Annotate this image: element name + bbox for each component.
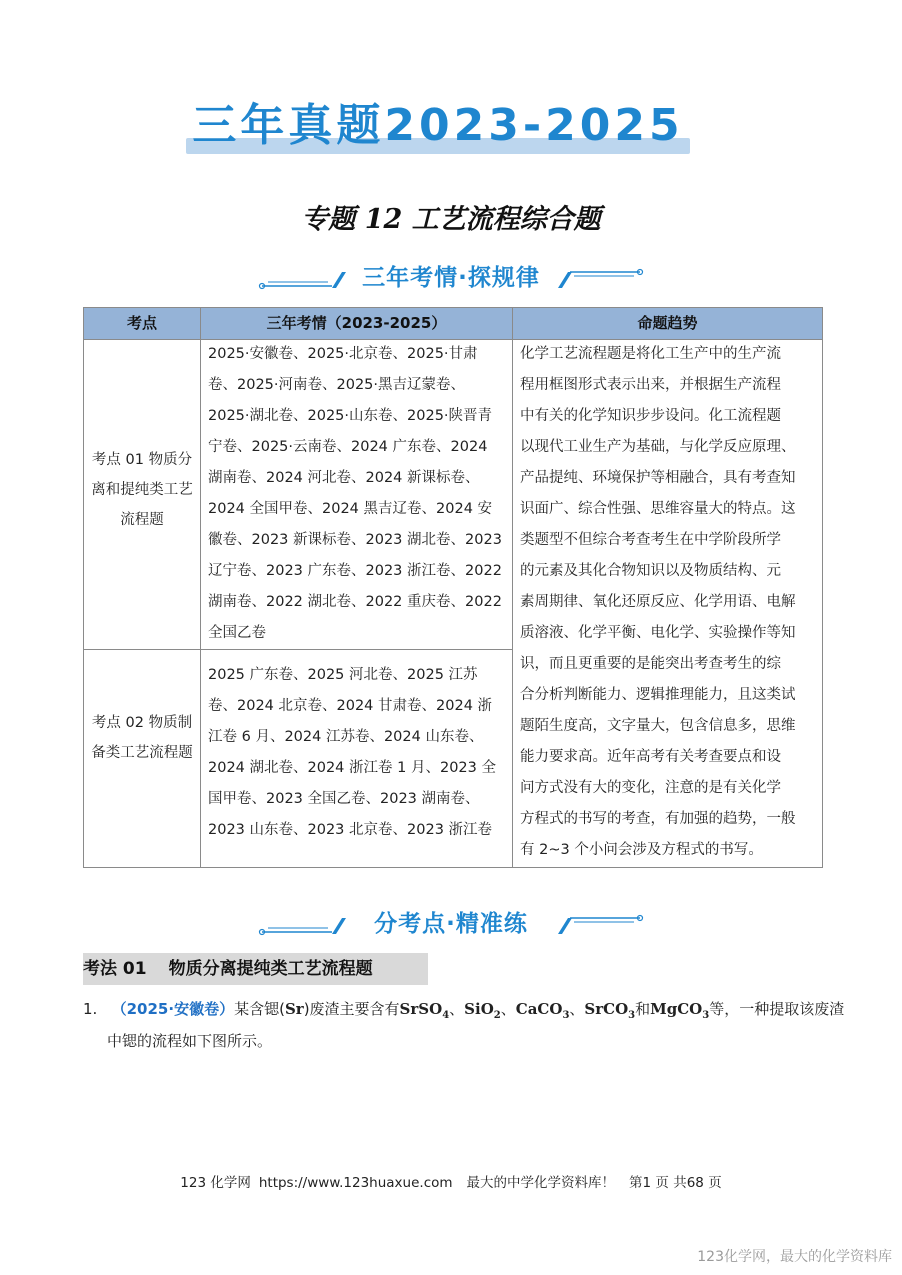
topic-title: 专题 12 工艺流程综合题 xyxy=(301,204,601,235)
exams-line: 湖南卷、2024 河北卷、2024 新课标卷、 xyxy=(208,470,480,486)
footer-url[interactable]: https://www.123huaxue.com xyxy=(258,1175,453,1191)
section-title-trends: 三年考情·探规律 xyxy=(362,265,540,291)
trend-line: 问方式没有大的变化，注意的是有关化学 xyxy=(520,780,781,796)
trend-line: 中有关的化学知识步步设问。化工流程题 xyxy=(520,408,781,424)
header-point: 考点 xyxy=(84,308,200,339)
right-ornament-icon xyxy=(556,904,644,944)
trend-cell xyxy=(520,339,818,866)
conjunction: 和 xyxy=(635,1000,651,1018)
header-trend: 命题趋势 xyxy=(513,308,822,339)
chem-formula: SrCO$_3$ xyxy=(584,1000,636,1021)
chem-formula: CaCO$_3$ xyxy=(515,1000,570,1021)
exams-line: 卷、2025·河南卷、2025·黑吉辽蒙卷、 xyxy=(208,377,466,393)
exams-cell-2 xyxy=(208,660,508,846)
exams-line: 宁卷、2025·云南卷、2024 广东卷、2024 xyxy=(208,439,488,455)
exams-line: 全国乙卷 xyxy=(208,625,266,641)
point-cell-2: 考点 02 物质制备类工艺流程题 xyxy=(91,715,193,761)
watermark: 123化学网，最大的化学资料库 xyxy=(697,1249,892,1265)
trend-line: 素周期律、氧化还原反应、化学用语、电解 xyxy=(520,594,796,610)
exams-line: 徽卷、2023 新课标卷、2023 湖北卷、2023 xyxy=(208,532,502,548)
question-text: 某含锶( xyxy=(234,1000,285,1018)
trend-line: 以现代工业生产为基础，与化学反应原理、 xyxy=(520,439,796,455)
exams-line: 2024 全国甲卷、2024 黑吉辽卷、2024 安 xyxy=(208,501,493,517)
exams-line: 2023 山东卷、2023 北京卷、2023 浙江卷 xyxy=(208,822,493,838)
banner-title: 三年真题2023-2025 xyxy=(192,100,684,151)
trend-line: 合分析判断能力、逻辑推理能力，且这类试 xyxy=(520,687,796,703)
header-exams: 三年考情（2023-2025） xyxy=(201,308,512,339)
trend-line: 产品提纯、环境保护等相融合，具有考查知 xyxy=(520,470,796,486)
row-divider xyxy=(84,649,512,650)
exams-line: 湖南卷、2022 湖北卷、2022 重庆卷、2022 xyxy=(208,594,502,610)
question-source: （2025·安徽卷） xyxy=(111,1000,235,1018)
trend-line: 类题型不但综合考查考生在中学阶段所学 xyxy=(520,532,781,548)
trend-line: 的元素及其化合物知识以及物质结构、元 xyxy=(520,563,781,579)
trend-line: 能力要求高。近年高考有关考查要点和设 xyxy=(520,749,781,765)
method-label: 考法 01 xyxy=(83,959,147,979)
question-number: 1. xyxy=(83,1000,98,1018)
question-text: 等，一种提取该废渣 xyxy=(709,1000,845,1018)
chem-formula: MgCO$_3$ xyxy=(650,1000,710,1021)
question-text: )废渣主要含有 xyxy=(303,1000,400,1018)
method-heading xyxy=(83,953,373,985)
right-ornament-icon xyxy=(556,258,644,298)
question-text-line2: 中锶的流程如下图所示。 xyxy=(107,1032,273,1050)
exams-cell-1 xyxy=(208,339,508,649)
separator: 、 xyxy=(500,1000,516,1018)
exams-line: 2025·湖北卷、2025·山东卷、2025·陕晋青 xyxy=(208,408,493,424)
section-header-practice xyxy=(0,904,902,944)
trend-line: 化学工艺流程题是将化工生产中的生产流 xyxy=(520,346,781,362)
chem-formula: SiO$_2$ xyxy=(464,1000,501,1021)
trend-line: 质溶液、化学平衡、电化学、实验操作等知 xyxy=(520,625,796,641)
column-divider xyxy=(512,308,513,867)
page-footer xyxy=(0,1172,902,1194)
footer-slogan: 最大的中学化学资料库！ xyxy=(466,1175,616,1191)
separator: 、 xyxy=(569,1000,585,1018)
trend-line: 识面广、综合性强、思维容量大的特点。这 xyxy=(520,501,796,517)
footer-site: 123 化学网 xyxy=(180,1175,251,1191)
column-divider xyxy=(200,308,201,867)
point-cell-1: 考点 01 物质分离和提纯类工艺流程题 xyxy=(91,452,193,528)
section-title-practice: 分考点·精准练 xyxy=(374,911,528,937)
exams-line: 卷、2024 北京卷、2024 甘肃卷、2024 浙 xyxy=(208,698,493,714)
exams-line: 2025·安徽卷、2025·北京卷、2025·甘肃 xyxy=(208,346,478,362)
trend-line: 方程式的书写的考查，有加强的趋势，一般 xyxy=(520,811,796,827)
chem-formula: Sr xyxy=(284,1000,304,1018)
section-header-trends xyxy=(0,258,902,298)
trend-line: 有 2~3 个小问会涉及方程式的书写。 xyxy=(520,842,763,858)
exams-line: 辽宁卷、2023 广东卷、2023 浙江卷、2022 xyxy=(208,563,502,579)
trend-line: 程用框图形式表示出来，并根据生产流程 xyxy=(520,377,781,393)
exams-line: 2024 湖北卷、2024 浙江卷 1 月、2023 全 xyxy=(208,760,496,776)
exams-line: 国甲卷、2023 全国乙卷、2023 湖南卷、 xyxy=(208,791,480,807)
trend-line: 题陌生度高，文字量大，包含信息多，思维 xyxy=(520,718,796,734)
trend-table xyxy=(83,307,823,868)
exams-line: 2025 广东卷、2025 河北卷、2025 江苏 xyxy=(208,667,478,683)
exams-line: 江卷 6 月、2024 江苏卷、2024 山东卷、 xyxy=(208,729,484,745)
trend-line: 识，而且更重要的是能突出考查考生的综 xyxy=(520,656,781,672)
method-title: 物质分离提纯类工艺流程题 xyxy=(168,959,373,979)
separator: 、 xyxy=(449,1000,465,1018)
page-number: 第1 页 共68 页 xyxy=(629,1175,722,1191)
chem-formula: SrSO$_4$ xyxy=(399,1000,450,1021)
